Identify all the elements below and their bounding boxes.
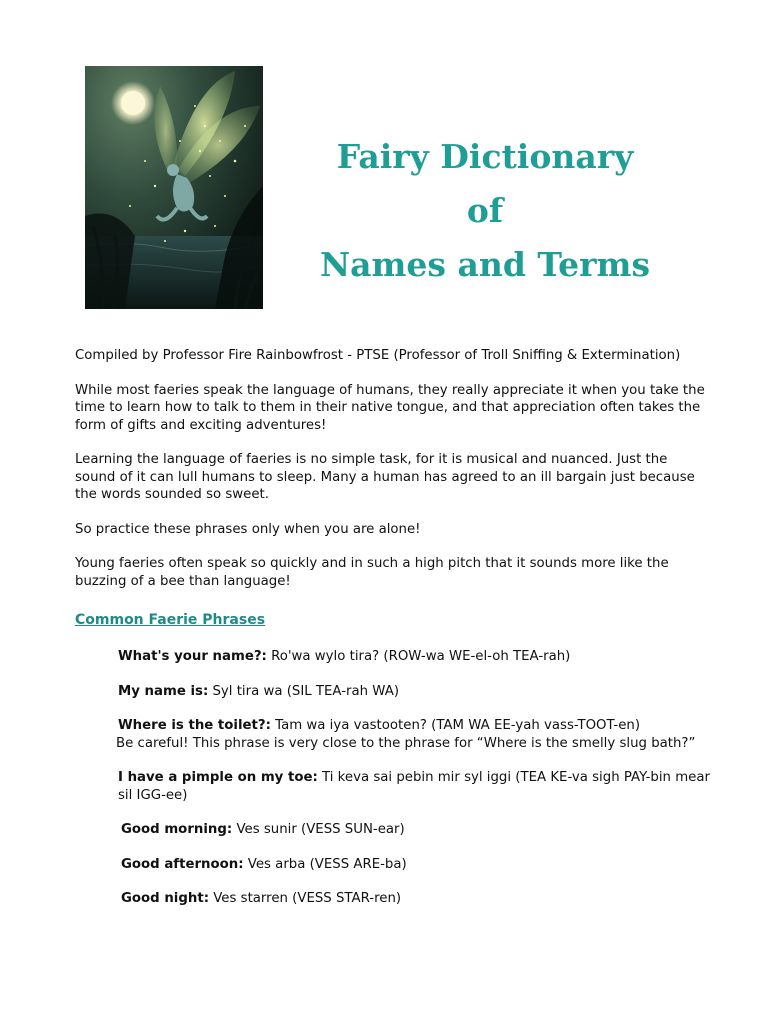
phrase-translation: Ves starren (VESS STAR-ren) [209, 891, 402, 906]
phrase-term: I have a pimple on my toe: [118, 770, 318, 785]
section-heading[interactable]: Common Faerie Phrases [75, 612, 266, 628]
phrase-note: Be careful! This phrase is very close to the phrase for “Where is the smelly slug bath?” [116, 735, 696, 751]
phrase-term: Good morning: [121, 822, 233, 837]
intro-paragraph-4: Young faeries often speak so quickly and in such a high pitch that it sounds more like the buzzing of a bee than language! [75, 556, 669, 589]
intro-text [75, 347, 705, 590]
phrase-term: Good night: [121, 891, 210, 906]
phrase-item [121, 821, 718, 839]
title-line-2: of [466, 191, 504, 230]
phrase-item [118, 683, 718, 701]
phrase-term: Good afternoon: [121, 856, 244, 872]
phrase-translation: Syl tira wa (SIL TEA-rah WA) [208, 683, 400, 699]
phrase-term: What's your name?: [118, 649, 267, 664]
phrase-translation: Ves arba (VESS ARE-ba) [243, 856, 407, 872]
intro-paragraph-1: While most faeries speak the language of humans, they really appreciate it when you take the time to learn how to talk to them in their native tongue, and that appreciation often takes the form of gifts and exciting adventures! [75, 382, 705, 433]
phrase-item [121, 890, 718, 908]
phrase-translation: Tam wa iya vastooten? (TAM WA EE-yah vass-TOOT-en) [270, 718, 641, 733]
phrase-item [121, 856, 718, 874]
intro-paragraph-2: Learning the language of faeries is no simple task, for it is musical and nuanced. Just the sound of it can lull humans to sleep. Many a human has agreed to an ill bargain just because the words sounded so sweet. [75, 452, 695, 502]
title-line-1: Fairy Dictionary [336, 137, 634, 176]
phrase-term: My name is: [118, 683, 209, 699]
phrase-list [118, 648, 718, 925]
page-title [300, 130, 670, 292]
phrase-item [118, 769, 718, 804]
phrase-item [118, 648, 718, 666]
intro-paragraph-3: So practice these phrases only when you are alone! [75, 521, 421, 537]
phrase-term: Where is the toilet?: [118, 718, 271, 733]
phrase-translation: Ro'wa wylo tira? (ROW-wa WE-el-oh TEA-rah) [266, 649, 571, 664]
phrase-item [118, 717, 718, 752]
fairy-illustration [85, 66, 263, 309]
title-line-3: Names and Terms [319, 245, 651, 284]
phrase-translation: Ti keva sai pebin mir syl iggi (TEA KE-va sigh PAY-bin mear sil IGG-ee) [118, 770, 710, 803]
phrase-translation: Ves sunir (VESS SUN-ear) [232, 822, 405, 837]
credit-line: Compiled by Professor Fire Rainbowfrost - PTSE (Professor of Troll Sniffing & Extermination) [75, 348, 681, 363]
